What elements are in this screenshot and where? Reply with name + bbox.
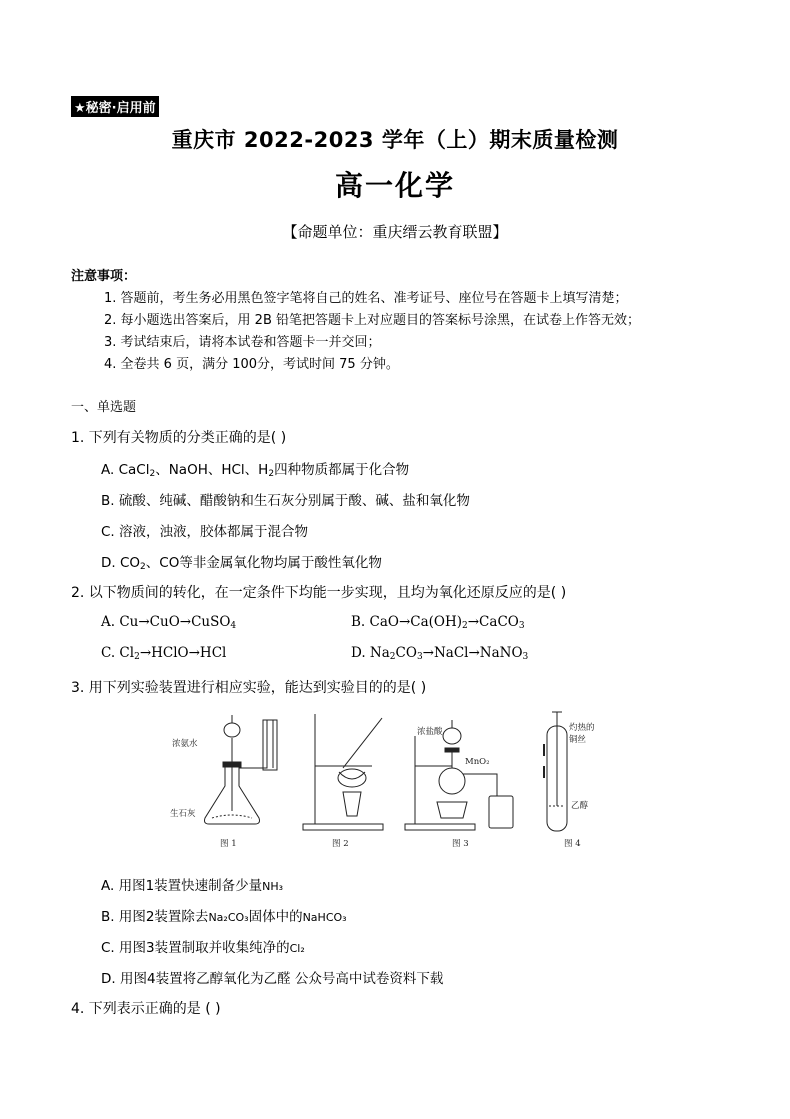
question-3-option-d: D. 用图4装置将乙醇氧化为乙醛 公众号高中试卷资料下载	[101, 971, 444, 987]
figure-4-apparatus	[544, 712, 567, 831]
question-3-option-c: C. 用图3装置制取并收集纯净的Cl₂	[101, 940, 305, 956]
apparatus-figure	[167, 706, 617, 856]
label-hcl: 浓盐酸	[417, 727, 443, 737]
question-2-option-a: A. Cu→CuO→CuSO$_4$	[101, 614, 237, 631]
figure-1-apparatus	[205, 715, 278, 824]
label-copper-1: 灼热的	[569, 723, 595, 733]
secret-tag: ★秘密·启用前	[71, 96, 159, 117]
label-fig2: 图 2	[332, 839, 349, 849]
label-quicklime: 生石灰	[170, 809, 196, 819]
label-fig1: 图 1	[220, 839, 237, 849]
question-1-option-a: A. CaCl$_2$、NaOH、HCl、$H_2$四种物质都属于化合物	[101, 462, 410, 479]
question-3-stem: 3. 用下列实验装置进行相应实验，能达到实验目的的是( )	[71, 680, 427, 696]
question-4-stem: 4. 下列表示正确的是 ( )	[71, 1001, 221, 1017]
subject-title: 高一化学	[334, 169, 455, 202]
question-1-option-b: B. 硫酸、纯碱、醋酸钠和生石灰分别属于酸、碱、盐和氧化物	[101, 493, 470, 509]
notice-heading: 注意事项：	[71, 269, 137, 284]
label-ammonia: 浓氨水	[172, 739, 198, 749]
question-3-option-a: A. 用图1装置快速制备少量NH₃	[101, 878, 284, 894]
section-heading: 一、单选题	[71, 400, 137, 415]
question-1-option-c: C. 溶液，浊液，胶体都属于混合物	[101, 524, 309, 540]
question-2-option-b: B. $CaO\to Ca(OH)_2\to CaCO_3$	[351, 614, 525, 631]
notice-item: 4. 全卷共 6 页，满分 100分，考试时间 75 分钟。	[104, 357, 399, 372]
question-1-option-d: D. $CO_2$、CO等非金属氧化物均属于酸性氧化物	[101, 555, 382, 572]
question-2-option-c: C. $Cl_2\to HClO\to HCl$	[101, 645, 227, 662]
label-mno2: MnO₂	[465, 757, 490, 767]
exam-title: 重庆市 2022-2023 学年（上）期末质量检测	[171, 128, 619, 152]
question-2-option-d: D. $Na_2CO_3\to NaCl\to NaNO_3$	[351, 645, 529, 662]
notice-item: 2. 每小题选出答案后，用 2B 铅笔把答题卡上对应题目的答案标号涂黑，在试卷上作答无效；	[104, 313, 640, 328]
label-copper-2: 铜丝	[569, 735, 587, 745]
issuing-unit: 【命题单位：重庆缙云教育联盟】	[282, 223, 508, 241]
notice-item: 1. 答题前，考生务必用黑色签字笔将自己的姓名、准考证号、座位号在答题卡上填写清楚；	[104, 291, 628, 306]
label-fig3: 图 3	[452, 839, 469, 849]
figure-2-apparatus	[303, 714, 383, 830]
label-fig4: 图 4	[564, 839, 581, 849]
question-3-option-b: B. 用图2装置除去Na₂CO₃固体中的NaHCO₃	[101, 909, 347, 925]
question-2-stem: 2. 以下物质间的转化，在一定条件下均能一步实现，且均为氧化还原反应的是( )	[71, 585, 567, 601]
notice-item: 3. 考试结束后，请将本试卷和答题卡一并交回；	[104, 335, 381, 350]
label-ethanol: 乙醇	[571, 801, 589, 811]
question-1-stem: 1. 下列有关物质的分类正确的是( )	[71, 430, 287, 446]
